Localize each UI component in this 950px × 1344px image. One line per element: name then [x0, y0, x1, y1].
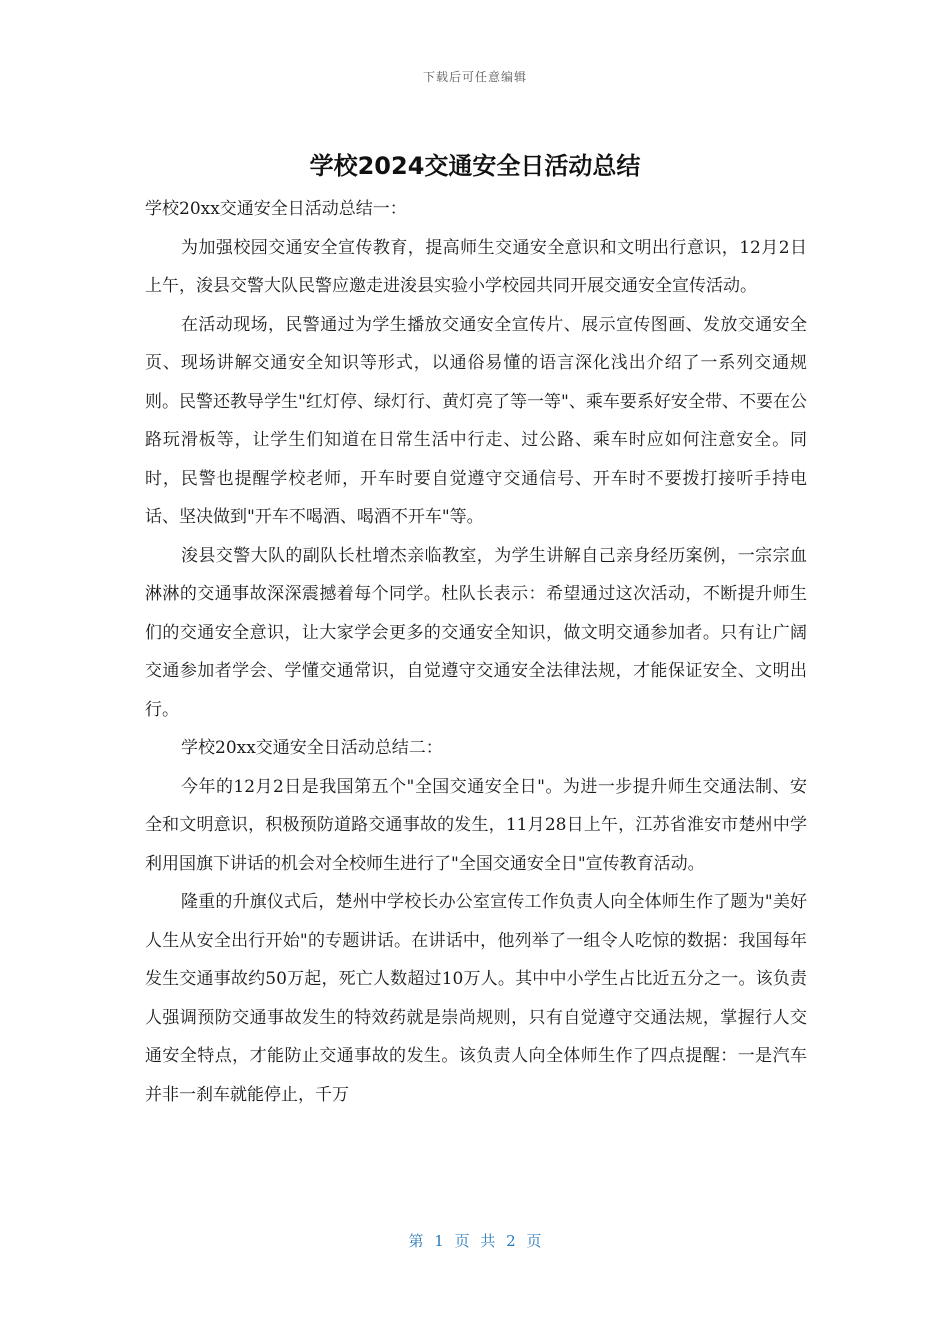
- section-heading-2: 学校20xx交通安全日活动总结二：: [181, 738, 443, 758]
- page-header: 下载后可任意编辑: [422, 70, 527, 84]
- paragraph: 为加强校园交通安全宣传教育，提高师生交通安全意识和文明出行意识，12月2日上午，浚县交警大队民警应邀走进浚县实验小学校园共同开展交通安全宣传活动。: [145, 237, 807, 296]
- paragraph: 在活动现场，民警通过为学生播放交通安全宣传片、展示宣传图画、发放交通安全页、现场讲解交通安全知识等形式，以通俗易懂的语言深化浅出介绍了一系列交通规则。民警还教导学生"红灯停、绿灯行、黄灯亮了等一等"、乘车要系好安全带、不要在公路玩滑板等，让学生们知道在日常生活中行走、过公路、乘车时应如何注意安全。同时，民警也提醒学校老师，开车时要自觉遵守交通信号、开车时不要拨打接听手持电话、坚决做到"开车不喝酒、喝酒不开车"等。: [145, 314, 807, 527]
- paragraph: 隆重的升旗仪式后，楚州中学校长办公室宣传工作负责人向全体师生作了题为"美好人生从安全出行开始"的专题讲话。在讲话中，他列举了一组令人吃惊的数据：我国每年发生交通事故约50万起，死亡人数超过10万人。其中中小学生占比近五分之一。该负责人强调预防交通事故发生的特效药就是崇尚规则，只有自觉遵守交通法规，掌握行人交通安全特点，才能防止交通事故的发生。该负责人向全体师生作了四点提醒：一是汽车并非一刹车就能停止，千万: [145, 892, 807, 1105]
- page-number-footer: 第 1 页 共 2 页: [408, 1232, 542, 1250]
- document-body: [145, 190, 807, 1114]
- paragraph: 浚县交警大队的副队长杜增杰亲临教室，为学生讲解自己亲身经历案例，一宗宗血淋淋的交通事故深深震撼着每个同学。杜队长表示：希望通过这次活动，不断提升师生们的交通安全意识，让大家学会更多的交通安全知识，做文明交通参加者。只有让广阔交通参加者学会、学懂交通常识，自觉遵守交通安全法律法规，才能保证安全、文明出行。: [145, 545, 807, 720]
- section-heading-1: 学校20xx交通安全日活动总结一：: [145, 199, 407, 219]
- document-title: 学校2024交通安全日活动总结: [309, 152, 641, 180]
- paragraph: 今年的12月2日是我国第五个"全国交通安全日"。为进一步提升师生交通法制、安全和文明意识，积极预防道路交通事故的发生，11月28日上午，江苏省淮安市楚州中学利用国旗下讲话的机会对全校师生进行了"全国交通安全日"宣传教育活动。: [145, 776, 807, 874]
